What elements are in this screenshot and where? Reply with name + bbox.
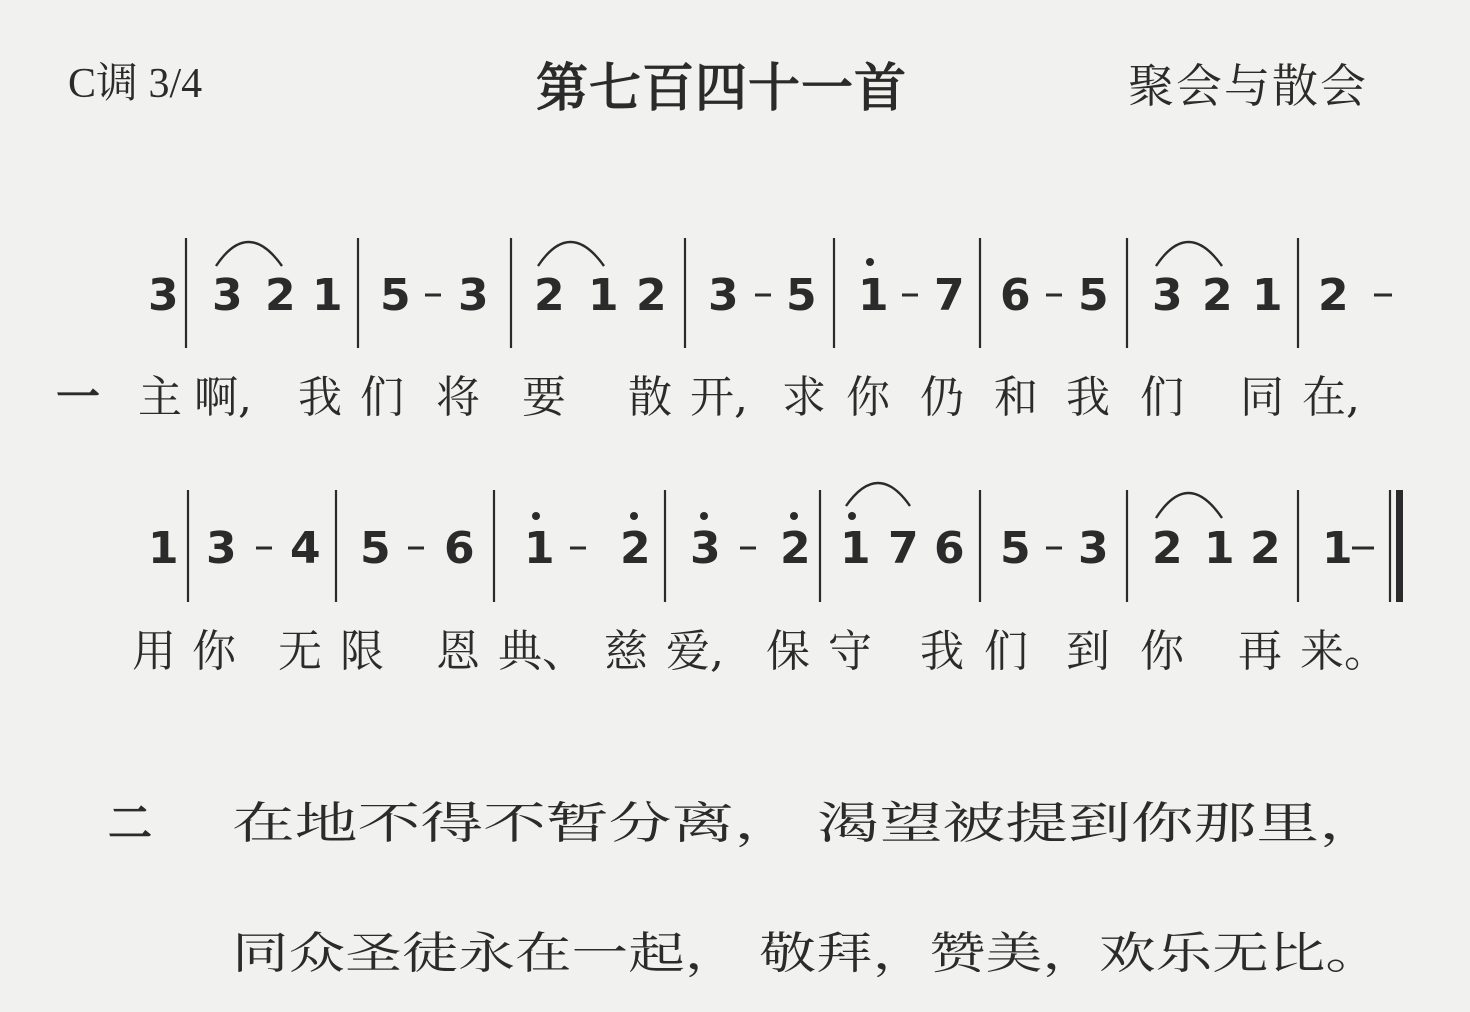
note: 1 bbox=[840, 523, 871, 574]
lyric-char: 将 bbox=[436, 372, 480, 423]
note: 3 bbox=[458, 270, 489, 321]
slur bbox=[538, 242, 604, 266]
note: 6 bbox=[1000, 270, 1031, 321]
note: 7 bbox=[934, 270, 965, 321]
octave-dot bbox=[532, 512, 540, 520]
note: 6 bbox=[934, 523, 965, 574]
lyric-char: 求 bbox=[782, 372, 826, 423]
note: 3 bbox=[708, 270, 739, 321]
note: 1 bbox=[1252, 270, 1283, 321]
verse-1-lyrics-line-2 bbox=[132, 626, 1388, 677]
lyric-char: 们 bbox=[1140, 372, 1184, 423]
note: 3 bbox=[1078, 523, 1109, 574]
lyric-char: 们 bbox=[360, 372, 404, 423]
note: 5 bbox=[1078, 270, 1109, 321]
lyric-char: 我 bbox=[298, 372, 342, 423]
lyric-char: 散 bbox=[628, 372, 672, 423]
note: 2 bbox=[1250, 523, 1281, 574]
note: 4 bbox=[290, 523, 321, 574]
note: 2 bbox=[780, 523, 811, 574]
octave-dot bbox=[866, 258, 874, 266]
note: 2 bbox=[1152, 523, 1183, 574]
note: 5 bbox=[380, 270, 411, 321]
lyric-char: 你 bbox=[1140, 626, 1184, 677]
note: 2 bbox=[1318, 270, 1349, 321]
note: 3 bbox=[148, 270, 179, 321]
lyric-char: 无 bbox=[278, 626, 322, 677]
lyric-char: 到 bbox=[1066, 626, 1110, 677]
lyric-char: 仍 bbox=[920, 372, 964, 423]
note: 7 bbox=[888, 523, 919, 574]
note: 2 bbox=[636, 270, 667, 321]
lyric-char: 主 bbox=[138, 372, 182, 423]
lyric-char: 爱, bbox=[666, 626, 724, 677]
lyric-char: 再 bbox=[1238, 626, 1282, 677]
lyric-char: 们 bbox=[984, 626, 1028, 677]
note: 2 bbox=[1202, 270, 1233, 321]
lyric-char: 你 bbox=[846, 372, 890, 423]
lyric-char: 守 bbox=[828, 626, 872, 677]
note: 1 bbox=[148, 523, 179, 574]
note: 2 bbox=[620, 523, 651, 574]
hymn-category: 聚会与散会 bbox=[1128, 59, 1368, 113]
lyric-char: 来。 bbox=[1300, 626, 1388, 677]
octave-dot bbox=[790, 512, 798, 520]
slur bbox=[1156, 493, 1222, 518]
lyric-char: 要 bbox=[522, 372, 566, 423]
verse-number: 一 bbox=[56, 372, 100, 423]
note: 3 bbox=[206, 523, 237, 574]
octave-dot bbox=[848, 512, 856, 520]
note: 3 bbox=[690, 523, 721, 574]
lyric-char: 你 bbox=[192, 626, 236, 677]
note: 6 bbox=[444, 523, 475, 574]
note: 1 bbox=[858, 270, 889, 321]
lyric-char: 在, bbox=[1302, 372, 1360, 423]
lyric-char: 典、 bbox=[498, 626, 586, 677]
note: 3 bbox=[212, 270, 243, 321]
notation-line-1 bbox=[148, 238, 1392, 348]
verse-number: 二 bbox=[108, 798, 152, 849]
note: 5 bbox=[360, 523, 391, 574]
slur bbox=[1156, 242, 1222, 266]
key-signature: C调 3/4 bbox=[68, 61, 203, 107]
slur bbox=[846, 483, 910, 506]
note: 2 bbox=[534, 270, 565, 321]
slur bbox=[216, 242, 282, 266]
verse-2 bbox=[108, 798, 1382, 979]
lyric-char: 保 bbox=[766, 626, 810, 677]
lyric-char: 恩 bbox=[436, 626, 480, 677]
hymn-title: 第七百四十一首 bbox=[536, 59, 908, 119]
note: 1 bbox=[588, 270, 619, 321]
lyric-char: 和 bbox=[994, 372, 1038, 423]
lyric-char: 我 bbox=[920, 626, 964, 677]
octave-dot bbox=[630, 512, 638, 520]
lyric-char: 啊, bbox=[194, 372, 252, 423]
lyric-char: 开, bbox=[690, 372, 748, 423]
note: 1 bbox=[1204, 523, 1235, 574]
note: 2 bbox=[265, 270, 296, 321]
lyric-char: 我 bbox=[1066, 372, 1110, 423]
lyric-char: 慈 bbox=[604, 626, 648, 677]
note: 1 bbox=[524, 523, 555, 574]
final-barline-thick bbox=[1396, 490, 1403, 602]
verse-2-line-1: 在地不得不暂分离， 渴望被提到你那里， bbox=[232, 798, 1382, 849]
note: 1 bbox=[312, 270, 343, 321]
octave-dot bbox=[700, 512, 708, 520]
notation-line-2 bbox=[148, 483, 1403, 602]
note: 3 bbox=[1152, 270, 1183, 321]
lyric-char: 用 bbox=[132, 626, 176, 677]
lyric-char: 同 bbox=[1240, 372, 1284, 423]
note: 1 bbox=[1322, 523, 1353, 574]
note: 5 bbox=[786, 270, 817, 321]
verse-1-lyrics-line-1 bbox=[56, 372, 1360, 423]
verse-2-line-2: 同众圣徒永在一起， 敬拜，赞美，欢乐无比。 bbox=[232, 928, 1382, 979]
note: 5 bbox=[1000, 523, 1031, 574]
lyric-char: 限 bbox=[340, 626, 384, 677]
